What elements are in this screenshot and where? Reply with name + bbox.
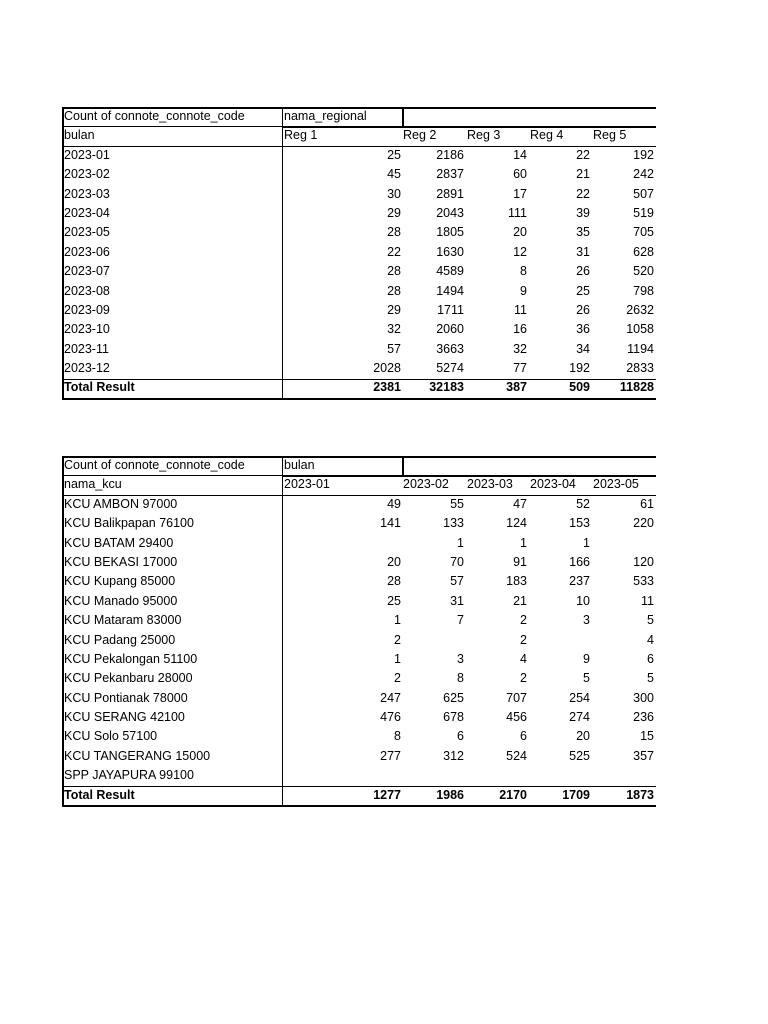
column-header: Reg 4 (530, 128, 564, 143)
value-cell: 25 (576, 283, 590, 298)
pivot-column-header-row (62, 475, 656, 494)
value-cell (591, 534, 654, 553)
value-cell: 55 (450, 496, 464, 511)
value-cell: 35 (576, 225, 590, 240)
value-cell: 39 (576, 205, 590, 220)
row-label: 2023-04 (64, 205, 110, 220)
row-label: KCU BATAM 29400 (64, 535, 174, 550)
pivot-table-regional (62, 107, 656, 398)
row-label: KCU Pekanbaru 28000 (64, 671, 193, 686)
value-cell: 30 (387, 186, 401, 201)
value-cell: 2837 (436, 167, 464, 182)
value-cell: 124 (506, 516, 527, 531)
value-cell: 3 (583, 613, 590, 628)
value-cell: 1805 (436, 225, 464, 240)
row-label: KCU Pontianak 78000 (64, 690, 188, 705)
value-cell: 4 (647, 632, 654, 647)
value-cell: 9 (520, 283, 527, 298)
header-bottom-border (62, 146, 656, 147)
table-row (62, 747, 656, 766)
row-label: KCU Pekalongan 51100 (64, 651, 198, 666)
header-divider (282, 126, 656, 128)
value-cell: 2028 (373, 361, 401, 376)
row-label: KCU AMBON 97000 (64, 496, 178, 511)
value-cell: 1711 (437, 302, 464, 317)
table-row (62, 185, 656, 204)
pivot-header-row (62, 107, 656, 126)
total-value: 387 (506, 380, 527, 395)
table-row (62, 611, 656, 630)
value-cell: 111 (507, 205, 527, 220)
value-cell: 8 (520, 264, 527, 279)
value-cell: 254 (569, 690, 590, 705)
value-cell: 32 (513, 341, 527, 356)
row-label: 2023-10 (64, 322, 110, 337)
value-cell: 141 (380, 516, 401, 531)
total-value: 1709 (562, 787, 590, 802)
left-border (62, 107, 64, 398)
value-cell: 1 (394, 651, 401, 666)
value-cell: 28 (387, 225, 401, 240)
value-cell: 29 (387, 205, 401, 220)
value-cell: 520 (633, 264, 654, 279)
row-label: KCU Kupang 85000 (64, 574, 176, 589)
value-cell: 25 (387, 593, 401, 608)
value-cell: 133 (443, 516, 464, 531)
row-label: 2023-02 (64, 167, 110, 182)
value-cell: 1058 (626, 322, 654, 337)
value-cell: 2060 (436, 322, 464, 337)
row-label: KCU SERANG 42100 (64, 710, 185, 725)
corner-label: Count of connote_connote_code (64, 109, 245, 123)
value-cell: 5274 (436, 361, 464, 376)
value-cell: 2 (520, 671, 527, 686)
value-cell: 4589 (436, 264, 464, 279)
value-cell: 1494 (436, 283, 464, 298)
value-cell: 57 (450, 574, 464, 589)
value-cell (528, 631, 590, 650)
column-header: 2023-03 (467, 477, 513, 492)
table-row (62, 243, 656, 262)
table-row (62, 262, 656, 281)
value-cell: 12 (513, 244, 527, 259)
column-header: 2023-04 (530, 477, 576, 492)
value-cell: 8 (457, 671, 464, 686)
total-top-border (62, 379, 656, 380)
value-cell: 625 (443, 690, 464, 705)
table-row (62, 689, 656, 708)
value-cell: 2 (520, 613, 527, 628)
corner-label: Count of connote_connote_code (64, 458, 245, 472)
value-cell: 3 (457, 651, 464, 666)
value-cell: 678 (443, 710, 464, 725)
value-cell: 1 (457, 535, 464, 550)
column-header: 2023-05 (593, 477, 639, 492)
value-cell: 28 (387, 574, 401, 589)
row-label: 2023-03 (64, 186, 110, 201)
value-cell: 1194 (627, 341, 654, 356)
value-cell: 183 (506, 574, 527, 589)
table-row (62, 165, 656, 184)
row-label: 2023-11 (64, 341, 109, 356)
value-cell: 236 (633, 710, 654, 725)
column-header: 2023-01 (284, 477, 330, 492)
bottom-border (62, 398, 656, 400)
value-cell: 5 (647, 613, 654, 628)
row-label: KCU TANGERANG 15000 (64, 748, 211, 763)
total-value: 32183 (429, 380, 464, 395)
value-cell: 20 (576, 729, 590, 744)
value-cell: 192 (633, 147, 654, 162)
value-cell: 456 (506, 710, 527, 725)
value-cell: 20 (513, 225, 527, 240)
total-row (62, 786, 656, 805)
value-cell: 707 (506, 690, 527, 705)
value-cell: 25 (387, 147, 401, 162)
column-header: Reg 5 (593, 128, 627, 143)
value-cell: 6 (647, 651, 654, 666)
value-cell: 17 (513, 186, 527, 201)
row-label: KCU Padang 25000 (64, 632, 176, 647)
value-cell: 1630 (436, 244, 464, 259)
table-row (62, 708, 656, 727)
value-cell: 705 (633, 225, 654, 240)
table-row (62, 223, 656, 242)
row-label: 2023-09 (64, 302, 110, 317)
value-cell: 2891 (436, 186, 464, 201)
table-row (62, 320, 656, 339)
value-cell: 312 (443, 748, 464, 763)
table-row (62, 282, 656, 301)
total-value: 11828 (619, 380, 654, 395)
table-row (62, 592, 656, 611)
column-header: Reg 3 (467, 128, 501, 143)
value-cell: 2632 (626, 302, 654, 317)
value-cell: 4 (520, 651, 527, 666)
value-cell: 21 (576, 167, 590, 182)
value-cell: 29 (387, 302, 401, 317)
top-border (62, 456, 656, 458)
value-cell: 26 (576, 302, 590, 317)
value-cell: 11 (514, 302, 527, 317)
header-divider (282, 475, 656, 477)
table-row (62, 146, 656, 165)
table-row (62, 301, 656, 320)
table-row (62, 727, 656, 746)
total-value: 2170 (499, 787, 527, 802)
value-cell: 21 (513, 593, 527, 608)
value-cell: 1 (520, 535, 527, 550)
value-cell: 26 (576, 264, 590, 279)
table-row (62, 553, 656, 572)
top-border (62, 107, 656, 109)
table-row (62, 495, 656, 514)
value-cell: 2 (520, 632, 527, 647)
value-cell: 16 (513, 322, 527, 337)
row-label: KCU Solo 57100 (64, 729, 158, 744)
value-cell: 519 (633, 205, 654, 220)
value-cell: 6 (520, 729, 527, 744)
value-cell: 20 (387, 554, 401, 569)
column-field-label[interactable]: nama_regional (284, 109, 367, 123)
total-value: 509 (569, 380, 590, 395)
column-header: Reg 2 (403, 128, 437, 143)
value-cell: 45 (387, 167, 401, 182)
row-field-divider (282, 107, 283, 398)
table-row (62, 766, 656, 785)
value-cell: 61 (640, 496, 654, 511)
value-cell: 6 (457, 729, 464, 744)
value-cell: 628 (633, 244, 654, 259)
table-row (62, 534, 656, 553)
table-row (62, 631, 656, 650)
value-cell: 120 (633, 554, 654, 569)
value-cell: 2 (394, 632, 401, 647)
row-label: KCU Manado 95000 (64, 593, 178, 608)
total-value: 1986 (436, 787, 464, 802)
row-label: KCU BEKASI 17000 (64, 554, 178, 569)
value-cell: 533 (633, 574, 654, 589)
value-cell: 277 (380, 748, 401, 763)
table-row (62, 669, 656, 688)
value-cell: 5 (583, 671, 590, 686)
value-cell: 274 (569, 710, 590, 725)
value-cell: 22 (576, 147, 590, 162)
row-field-divider (282, 456, 283, 805)
value-cell: 47 (513, 496, 527, 511)
value-cell: 357 (633, 748, 654, 763)
value-cell: 2833 (626, 361, 654, 376)
value-cell: 1 (583, 535, 590, 550)
value-cell: 798 (633, 283, 654, 298)
row-label: 2023-12 (64, 361, 110, 376)
row-label: 2023-07 (64, 264, 110, 279)
value-cell: 507 (633, 186, 654, 201)
value-cell: 11 (641, 593, 654, 608)
value-cell: 28 (387, 283, 401, 298)
value-cell: 14 (513, 147, 527, 162)
value-cell: 237 (569, 574, 590, 589)
value-cell: 5 (647, 671, 654, 686)
header-bottom-border (62, 495, 656, 496)
value-cell: 60 (513, 167, 527, 182)
column-header: 2023-02 (403, 477, 449, 492)
column-header: Reg 1 (284, 128, 318, 143)
value-cell: 22 (576, 186, 590, 201)
value-cell: 166 (569, 554, 590, 569)
value-cell: 525 (569, 748, 590, 763)
value-cell: 7 (457, 613, 464, 628)
value-cell: 3663 (436, 341, 464, 356)
pivot-column-header-row (62, 126, 656, 145)
bottom-border (62, 805, 656, 807)
value-cell (402, 631, 464, 650)
row-field-label[interactable]: bulan (64, 128, 95, 143)
total-row (62, 378, 656, 397)
value-cell: 34 (576, 341, 590, 356)
row-label: 2023-05 (64, 225, 110, 240)
row-label: 2023-08 (64, 283, 110, 298)
value-cell: 22 (387, 244, 401, 259)
value-cell: 153 (569, 516, 590, 531)
value-cell: 2 (394, 671, 401, 686)
value-cell: 77 (513, 361, 527, 376)
value-cell: 70 (450, 554, 464, 569)
value-cell (528, 766, 590, 785)
table-row (62, 204, 656, 223)
value-cell: 300 (633, 690, 654, 705)
value-cell: 36 (576, 322, 590, 337)
value-cell: 49 (387, 496, 401, 511)
value-cell: 524 (506, 748, 527, 763)
value-cell: 8 (394, 729, 401, 744)
value-cell: 31 (576, 244, 590, 259)
value-cell: 476 (380, 710, 401, 725)
column-field-box-right (402, 456, 404, 475)
value-cell: 9 (583, 651, 590, 666)
row-label: 2023-06 (64, 244, 110, 259)
table-row (62, 650, 656, 669)
left-border (62, 456, 64, 805)
value-cell: 2186 (436, 147, 464, 162)
column-field-box-right (402, 107, 404, 126)
table-row (62, 340, 656, 359)
value-cell (284, 534, 401, 553)
total-label: Total Result (64, 787, 135, 802)
total-value: 2381 (373, 380, 401, 395)
value-cell: 220 (633, 516, 654, 531)
value-cell: 91 (513, 554, 527, 569)
value-cell: 52 (576, 496, 590, 511)
row-divider (62, 126, 282, 127)
table-row (62, 572, 656, 591)
total-value: 1873 (626, 787, 654, 802)
value-cell: 28 (387, 264, 401, 279)
row-label: 2023-01 (64, 147, 110, 162)
row-divider (62, 475, 282, 476)
pivot-table-kcu (62, 456, 656, 805)
total-label: Total Result (64, 380, 135, 395)
table-row (62, 514, 656, 533)
column-field-label[interactable]: bulan (284, 458, 315, 472)
table-row (62, 359, 656, 378)
value-cell: 247 (380, 690, 401, 705)
value-cell: 1 (394, 613, 401, 628)
value-cell: 242 (633, 167, 654, 182)
value-cell (465, 766, 527, 785)
value-cell: 31 (450, 593, 464, 608)
total-top-border (62, 786, 656, 787)
pivot-header-row (62, 456, 656, 475)
row-label: SPP JAYAPURA 99100 (64, 768, 194, 783)
value-cell: 57 (387, 341, 401, 356)
row-label: KCU Mataram 83000 (64, 613, 182, 628)
value-cell: 10 (576, 593, 590, 608)
total-value: 1277 (373, 787, 401, 802)
value-cell: 15 (640, 729, 654, 744)
value-cell (284, 766, 401, 785)
row-field-label[interactable]: nama_kcu (64, 477, 122, 492)
value-cell (402, 766, 464, 785)
value-cell: 192 (569, 361, 590, 376)
value-cell: 2043 (436, 205, 464, 220)
value-cell (591, 766, 654, 785)
value-cell: 32 (387, 322, 401, 337)
row-label: KCU Balikpapan 76100 (64, 516, 194, 531)
